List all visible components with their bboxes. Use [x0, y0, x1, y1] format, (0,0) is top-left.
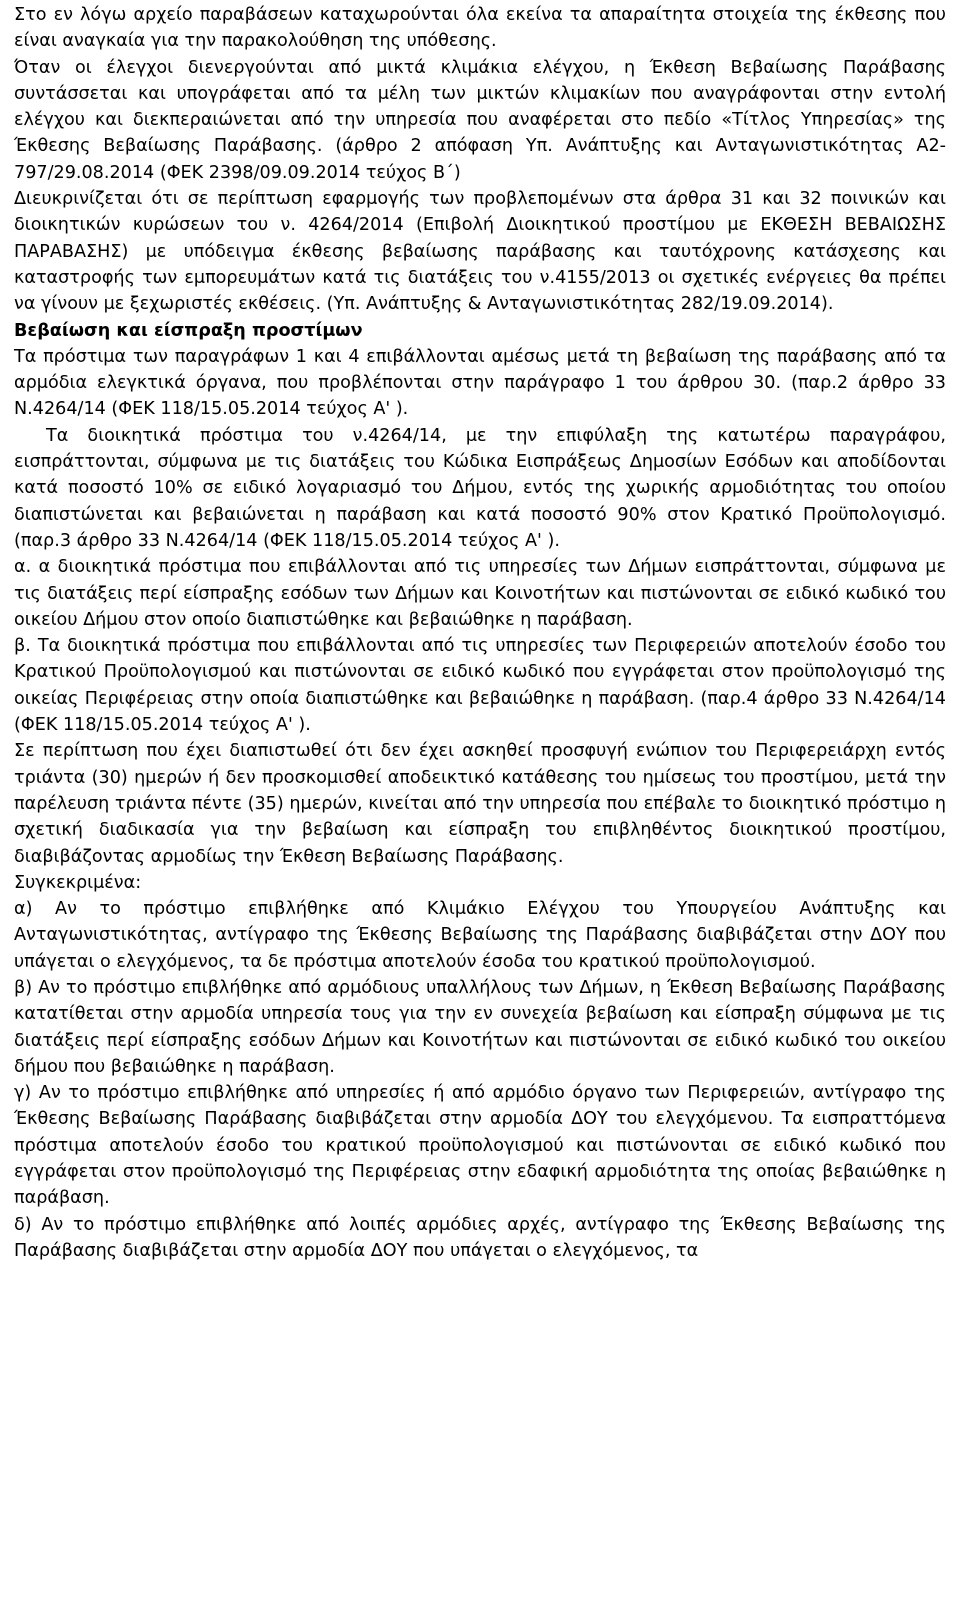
paragraph-item-b-regions: β. Τα διοικητικά πρόστιμα που επιβάλλονται από τις υπηρεσίες των Περιφερειών αποτελούν έσοδο του Κρατικού Προϋπολογισμού και πιστώνονται σε ειδικό κωδικό που εγγράφεται στον προϋπολογισμό της οικείας Περιφέρειας στην οποία διαπιστώθηκε και βεβαιώθηκε η παράβαση. (παρ.4 άρθρο 33 Ν.4264/14 (ΦΕΚ 118/15.05.2014 τεύχος Α' ). [14, 636, 946, 736]
paragraph-clarification: Διευκρινίζεται ότι σε περίπτωση εφαρμογής των προβλεπομένων στα άρθρα 31 και 32 ποινικών και διοικητικών κυρώσεων του ν. 4264/2014 (Επιβολή Διοικητικού προστίμου με ΕΚΘΕΣΗ ΒΕΒΑΙΩΣΗΣ ΠΑΡΑΒΑΣΗΣ) με υπόδειγμα έκθεσης βεβαίωσης παράβασης και ταυτόχρονης κατάσχεσης και καταστροφής των εμπορευμάτων κατά τις διατάξεις του ν.4155/2013 οι σχετικές ενέργειες θα πρέπει να γίνουν με ξεχωριστές εκθέσεις. (Υπ. Ανάπτυξης & Ανταγωνιστικότητας 282/19.09.2014). [14, 189, 946, 315]
paragraph-case-d: δ) Αν το πρόστιμο επιβλήθηκε από λοιπές αρμόδιες αρχές, αντίγραφο της Έκθεσης Βεβαίωσης της Παράβασης διαβιβάζεται στην αρμοδία ΔΟΥ που υπάγεται ο ελεγχόμενος, τα [14, 1214, 946, 1261]
paragraph-case-a: α) Αν το πρόστιμο επιβλήθηκε από Κλιμάκιο Ελέγχου του Υπουργείου Ανάπτυξης και Ανταγωνιστικότητας, αντίγραφο της Έκθεσης Βεβαίωσης της Παράβασης διαβιβάζεται στην ΔΟΥ που υπάγεται ο ελεγχόμενος, τα δε πρόστιμα αποτελούν έσοδα του κρατικού προϋπολογισμού. [14, 899, 946, 972]
paragraph-mixed-teams: Όταν οι έλεγχοι διενεργούνται από μικτά κλιμάκια ελέγχου, η Έκθεση Βεβαίωσης Παράβασης συντάσσεται και υπογράφεται από τα μέλη των μικτών κλιμακίων που αναγράφονται στην εντολή ελέγχου και διεκπεραιώνεται από την υπηρεσία που αναφέρεται στο πεδίο «Τίτλος Υπηρεσίας» της Έκθεσης Βεβαίωσης Παράβασης. (άρθρο 2 απόφαση Υπ. Ανάπτυξης και Ανταγωνιστικότητας Α2-797/29.08.2014 (ΦΕΚ 2398/09.09.2014 τεύχος Β΄) [14, 57, 946, 183]
paragraph-archive-entries: Στο εν λόγω αρχείο παραβάσεων καταχωρούνται όλα εκείνα τα απαραίτητα στοιχεία της έκθεσης που είναι αναγκαία για την παρακολούθηση της υπόθεσης. [14, 5, 946, 52]
paragraph-specifically: Συγκεκριμένα: [14, 872, 142, 893]
paragraph-fines-collection: Τα διοικητικά πρόστιμα του ν.4264/14, με την επιφύλαξη της κατωτέρω παραγράφου, εισπράττονται, σύμφωνα με τις διατάξεις του Κώδικα Εισπράξεως Δημοσίων Εσόδων και αποδίδονται κατά ποσοστό 10% σε ειδικό λογαριασμό του Δήμου, εντός της χωρικής αρμοδιότητας του οποίου διαπιστώνεται και βεβαιώνεται η παράβαση και κατά ποσοστό 90% στον Κρατικό Προϋπολογισμό. (παρ.3 άρθρο 33 Ν.4264/14 (ΦΕΚ 118/15.05.2014 τεύχος Α' ). [14, 425, 946, 551]
paragraph-no-appeal: Σε περίπτωση που έχει διαπιστωθεί ότι δεν έχει ασκηθεί προσφυγή ενώπιον του Περιφερειάρχη εντός τριάντα (30) ημερών ή δεν προσκομισθεί αποδεικτικό κατάθεσης του ημίσεως του προστίμου, μετά την παρέλευση τριάντα πέντε (35) ημερών, κινείται από την υπηρεσία που επέβαλε το διοικητικό πρόστιμο η σχετική διαδικασία για την βεβαίωση και είσπραξη του επιβληθέντος διοικητικού προστίμου, διαβιβάζοντας αρμοδίως την Έκθεση Βεβαίωσης Παράβασης. [14, 741, 946, 867]
paragraph-fines-imposition: Τα πρόστιμα των παραγράφων 1 και 4 επιβάλλονται αμέσως μετά τη βεβαίωση της παράβασης από τα αρμόδια ελεγκτικά όργανα, που προβλέπονται στην παράγραφο 1 του άρθρου 30. (παρ.2 άρθρο 33 Ν.4264/14 (ΦΕΚ 118/15.05.2014 τεύχος Α' ). [14, 346, 946, 420]
paragraph-case-b: β) Αν το πρόστιμο επιβλήθηκε από αρμόδιους υπαλλήλους των Δήμων, η Έκθεση Βεβαίωσης Παράβασης κατατίθεται στην αρμοδία υπηρεσία τους για την εν συνεχεία βεβαίωση και είσπραξη σύμφωνα με τις διατάξεις περί είσπραξης εσόδων Δήμων και Κοινοτήτων και πιστώνονται σε ειδικό κωδικό του οικείου δήμου που βεβαιώθηκε η παράβαση. [14, 977, 946, 1077]
section-heading: Βεβαίωση και είσπραξη προστίμων [14, 320, 363, 341]
paragraph-item-a-municipalities: α. α διοικητικά πρόστιμα που επιβάλλονται από τις υπηρεσίες των Δήμων εισπράττονται, σύμφωνα με τις διατάξεις περί είσπραξης εσόδων των Δήμων και Κοινοτήτων και πιστώνονται σε ειδικό κωδικό του οικείου Δήμου στον οποίο διαπιστώθηκε και βεβαιώθηκε η παράβαση. [14, 557, 946, 630]
paragraph-case-c: γ) Αν το πρόστιμο επιβλήθηκε από υπηρεσίες ή από αρμόδιο όργανο των Περιφερειών, αντίγραφο της Έκθεσης Βεβαίωσης Παράβασης διαβιβάζεται στην αρμοδία ΔΟΥ του ελεγχόμενου. Τα εισπραττόμενα πρόστιμα αποτελούν έσοδο του κρατικού προϋπολογισμού και πιστώνονται σε ειδικό κωδικό που εγγράφεται στον προϋπολογισμό της Περιφέρειας στην εδαφική αρμοδιότητα της οποίας βεβαιώθηκε η παράβαση. [14, 1083, 946, 1209]
